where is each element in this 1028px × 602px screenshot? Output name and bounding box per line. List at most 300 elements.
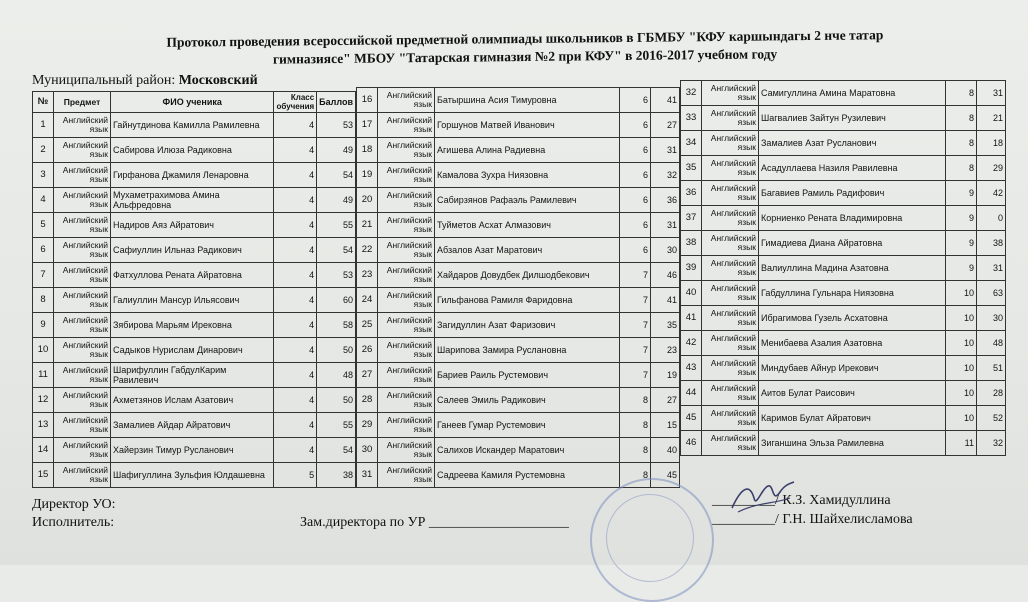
- table-row: [681, 256, 1006, 281]
- row-score: 55: [317, 413, 356, 438]
- row-score: 50: [317, 338, 356, 363]
- row-subject: Английский язык: [702, 331, 759, 356]
- table-row: [357, 263, 680, 288]
- table-row: [33, 288, 356, 313]
- row-student-name: Замалиев Айдар Айратович: [111, 413, 274, 438]
- row-class: 11: [946, 431, 977, 456]
- row-subject: Английский язык: [378, 363, 435, 388]
- row-class: 10: [946, 306, 977, 331]
- row-number: 16: [357, 88, 378, 113]
- row-score: 40: [651, 438, 680, 463]
- table-row: [357, 363, 680, 388]
- row-score: 50: [317, 388, 356, 413]
- row-student-name: Шагвалиев Зайтун Рузилевич: [759, 106, 946, 131]
- header-subject: Предмет: [54, 92, 111, 113]
- row-score: 46: [651, 263, 680, 288]
- header-num: №: [33, 92, 54, 113]
- row-number: 40: [681, 281, 702, 306]
- row-number: 38: [681, 231, 702, 256]
- row-number: 6: [33, 238, 54, 263]
- row-subject: Английский язык: [54, 363, 111, 388]
- row-subject: Английский язык: [378, 213, 435, 238]
- table-row: [681, 281, 1006, 306]
- deputy-label: Зам.директора по УР: [300, 515, 426, 530]
- table-row: [681, 131, 1006, 156]
- row-class: 8: [946, 106, 977, 131]
- row-subject: Английский язык: [378, 263, 435, 288]
- row-subject: Английский язык: [702, 156, 759, 181]
- row-student-name: Гирфанова Джамиля Ленаровна: [111, 163, 274, 188]
- header-class: [274, 92, 317, 113]
- row-number: 12: [33, 388, 54, 413]
- row-score: 36: [651, 188, 680, 213]
- row-score: 23: [651, 338, 680, 363]
- row-class: 7: [620, 288, 651, 313]
- row-student-name: Замалиев Азат Русланович: [759, 131, 946, 156]
- row-subject: Английский язык: [54, 238, 111, 263]
- row-score: 35: [651, 313, 680, 338]
- row-class: 7: [620, 338, 651, 363]
- table-row: [33, 388, 356, 413]
- results-table-block-2: [356, 87, 680, 488]
- row-subject: Английский язык: [702, 81, 759, 106]
- row-score: 15: [651, 413, 680, 438]
- header-score: Баллов: [317, 92, 356, 113]
- row-class: 7: [620, 263, 651, 288]
- row-number: 11: [33, 363, 54, 388]
- handwritten-signature: [728, 478, 798, 518]
- row-number: 34: [681, 131, 702, 156]
- row-score: 60: [317, 288, 356, 313]
- table-row: [33, 163, 356, 188]
- row-number: 42: [681, 331, 702, 356]
- row-class: 6: [620, 113, 651, 138]
- row-student-name: Мухаметрахимова Амина Альфредовна: [111, 188, 274, 213]
- row-class: 8: [946, 156, 977, 181]
- row-score: 31: [977, 256, 1006, 281]
- row-subject: Английский язык: [54, 288, 111, 313]
- row-student-name: Галиуллин Мансур Ильясович: [111, 288, 274, 313]
- row-number: 18: [357, 138, 378, 163]
- table-row: [357, 113, 680, 138]
- row-score: 18: [977, 131, 1006, 156]
- row-student-name: Каримов Булат Айратович: [759, 406, 946, 431]
- row-student-name: Ахметзянов Ислам Азатович: [111, 388, 274, 413]
- table-row: [357, 413, 680, 438]
- table-row: [33, 238, 356, 263]
- row-class: 4: [274, 288, 317, 313]
- header-class-line-1: Класс: [290, 93, 315, 102]
- row-score: 55: [317, 213, 356, 238]
- row-number: 29: [357, 413, 378, 438]
- row-student-name: Корниенко Рената Владимировна: [759, 206, 946, 231]
- row-class: 6: [620, 188, 651, 213]
- row-number: 20: [357, 188, 378, 213]
- row-subject: Английский язык: [378, 88, 435, 113]
- row-subject: Английский язык: [54, 463, 111, 488]
- table-row: [357, 288, 680, 313]
- table-row: [33, 363, 356, 388]
- row-class: 6: [620, 138, 651, 163]
- row-score: 54: [317, 438, 356, 463]
- row-score: 48: [977, 331, 1006, 356]
- row-subject: Английский язык: [378, 438, 435, 463]
- row-score: 30: [977, 306, 1006, 331]
- row-number: 45: [681, 406, 702, 431]
- row-number: 37: [681, 206, 702, 231]
- table-row: [357, 313, 680, 338]
- row-subject: Английский язык: [54, 213, 111, 238]
- row-score: 0: [977, 206, 1006, 231]
- table-row: [681, 356, 1006, 381]
- row-student-name: Хайдаров Довудбек Дилшодбекович: [435, 263, 620, 288]
- row-class: 6: [620, 238, 651, 263]
- row-class: 4: [274, 263, 317, 288]
- row-subject: Английский язык: [378, 238, 435, 263]
- table-row: [357, 88, 680, 113]
- row-number: 2: [33, 138, 54, 163]
- row-student-name: Багавиев Рамиль Радифович: [759, 181, 946, 206]
- row-score: 38: [317, 463, 356, 488]
- row-student-name: Камалова Зухра Ниязовна: [435, 163, 620, 188]
- row-student-name: Зябирова Марьям Ирековна: [111, 313, 274, 338]
- row-class: 10: [946, 356, 977, 381]
- row-score: 49: [317, 188, 356, 213]
- row-subject: Английский язык: [378, 338, 435, 363]
- row-number: 15: [33, 463, 54, 488]
- row-subject: Английский язык: [378, 188, 435, 213]
- row-class: 4: [274, 338, 317, 363]
- document-title: [60, 25, 990, 71]
- district-label: Муниципальный район:: [32, 73, 176, 88]
- row-class: 4: [274, 238, 317, 263]
- table-row: [357, 438, 680, 463]
- row-subject: Английский язык: [702, 381, 759, 406]
- row-number: 23: [357, 263, 378, 288]
- row-class: 10: [946, 331, 977, 356]
- row-student-name: Миндубаев Айнур Ирекович: [759, 356, 946, 381]
- row-number: 28: [357, 388, 378, 413]
- row-subject: Английский язык: [702, 281, 759, 306]
- row-score: 63: [977, 281, 1006, 306]
- table-row: [33, 263, 356, 288]
- table-row: [33, 438, 356, 463]
- row-score: 53: [317, 263, 356, 288]
- row-subject: Английский язык: [702, 356, 759, 381]
- row-subject: Английский язык: [378, 413, 435, 438]
- row-student-name: Садреева Камиля Рустемовна: [435, 463, 620, 488]
- row-score: 28: [977, 381, 1006, 406]
- row-score: 32: [651, 163, 680, 188]
- table-row: [681, 206, 1006, 231]
- row-subject: Английский язык: [378, 138, 435, 163]
- table-row: [33, 138, 356, 163]
- row-student-name: Хайерзин Тимур Русланович: [111, 438, 274, 463]
- row-student-name: Зиганшина Эльза Рамилевна: [759, 431, 946, 456]
- table-row: [33, 113, 356, 138]
- table-row: [33, 338, 356, 363]
- row-class: 8: [620, 388, 651, 413]
- row-subject: Английский язык: [702, 181, 759, 206]
- row-number: 25: [357, 313, 378, 338]
- row-number: 27: [357, 363, 378, 388]
- table-row: [33, 313, 356, 338]
- row-number: 7: [33, 263, 54, 288]
- row-number: 43: [681, 356, 702, 381]
- row-score: 29: [977, 156, 1006, 181]
- table-row: [681, 106, 1006, 131]
- row-score: 41: [651, 88, 680, 113]
- row-number: 14: [33, 438, 54, 463]
- row-subject: Английский язык: [54, 388, 111, 413]
- table-row: [33, 188, 356, 213]
- table-row: [681, 431, 1006, 456]
- row-number: 33: [681, 106, 702, 131]
- row-number: 19: [357, 163, 378, 188]
- table-row: [681, 181, 1006, 206]
- table-row: [357, 138, 680, 163]
- signature-1-line: _________: [712, 493, 775, 508]
- table-row: [681, 381, 1006, 406]
- row-student-name: Шафигуллина Зульфия Юлдашевна: [111, 463, 274, 488]
- row-student-name: Гайнутдинова Камилла Рамилевна: [111, 113, 274, 138]
- deputy-signature-line: [300, 515, 569, 531]
- row-number: 17: [357, 113, 378, 138]
- table-row: [357, 188, 680, 213]
- title-line-2: гимназиясе" МБОУ "Татарская гимназия №2 при КФУ" в 2016-2017 учебном году: [272, 46, 778, 67]
- row-number: 5: [33, 213, 54, 238]
- row-subject: Английский язык: [54, 188, 111, 213]
- results-table-block-3: [680, 80, 1006, 456]
- row-student-name: Асадуллаева Назиля Равилевна: [759, 156, 946, 181]
- row-number: 30: [357, 438, 378, 463]
- table-row: [681, 81, 1006, 106]
- row-class: 9: [946, 256, 977, 281]
- row-class: 10: [946, 406, 977, 431]
- row-class: 4: [274, 388, 317, 413]
- table-row: [33, 463, 356, 488]
- row-student-name: Надиров Аяз Айратович: [111, 213, 274, 238]
- row-number: 32: [681, 81, 702, 106]
- row-student-name: Самигуллина Амина Маратовна: [759, 81, 946, 106]
- row-student-name: Ибрагимова Гузель Асхатовна: [759, 306, 946, 331]
- row-score: 49: [317, 138, 356, 163]
- row-class: 10: [946, 381, 977, 406]
- row-subject: Английский язык: [54, 413, 111, 438]
- row-class: 8: [620, 438, 651, 463]
- title-line-1: Протокол проведения всероссийской предметной олимпиады школьников в ГБМБУ "КФУ каршындагы 2 нче татар: [166, 27, 884, 50]
- row-class: 8: [620, 413, 651, 438]
- row-subject: Английский язык: [702, 206, 759, 231]
- table-row: [33, 413, 356, 438]
- row-score: 27: [651, 388, 680, 413]
- table-row: [33, 213, 356, 238]
- row-class: 10: [946, 281, 977, 306]
- row-score: 48: [317, 363, 356, 388]
- row-student-name: Гильфанова Рамиля Фаридовна: [435, 288, 620, 313]
- table-row: [357, 338, 680, 363]
- row-subject: Английский язык: [54, 163, 111, 188]
- row-number: 10: [33, 338, 54, 363]
- table-row: [357, 388, 680, 413]
- director-label: Директор УО:: [32, 497, 116, 512]
- row-student-name: Салеев Эмиль Радикович: [435, 388, 620, 413]
- row-score: 45: [651, 463, 680, 488]
- row-class: 8: [946, 81, 977, 106]
- row-class: 4: [274, 213, 317, 238]
- row-class: 5: [274, 463, 317, 488]
- row-score: 52: [977, 406, 1006, 431]
- row-student-name: Сафиуллин Ильназ Радикович: [111, 238, 274, 263]
- row-subject: Английский язык: [54, 263, 111, 288]
- row-student-name: Абзалов Азат Маратович: [435, 238, 620, 263]
- row-score: 30: [651, 238, 680, 263]
- header-class-line-2: обучения: [276, 102, 315, 111]
- row-student-name: Горшунов Матвей Иванович: [435, 113, 620, 138]
- row-subject: Английский язык: [702, 431, 759, 456]
- row-student-name: Габдуллина Гульнара Ниязовна: [759, 281, 946, 306]
- row-score: 31: [651, 138, 680, 163]
- row-score: 41: [651, 288, 680, 313]
- table-row: [681, 306, 1006, 331]
- row-score: 42: [977, 181, 1006, 206]
- row-score: 38: [977, 231, 1006, 256]
- row-student-name: Загидуллин Азат Фаризович: [435, 313, 620, 338]
- row-number: 41: [681, 306, 702, 331]
- row-subject: Английский язык: [702, 231, 759, 256]
- row-subject: Английский язык: [378, 463, 435, 488]
- row-number: 31: [357, 463, 378, 488]
- row-class: 4: [274, 188, 317, 213]
- row-score: 53: [317, 113, 356, 138]
- signature-2-line: _________: [712, 512, 775, 527]
- row-student-name: Сабирова Илюза Радиковна: [111, 138, 274, 163]
- row-number: 22: [357, 238, 378, 263]
- official-stamp-inner-ring: [606, 494, 694, 582]
- table-row: [357, 238, 680, 263]
- row-number: 36: [681, 181, 702, 206]
- row-class: 4: [274, 413, 317, 438]
- row-number: 24: [357, 288, 378, 313]
- row-class: 4: [274, 313, 317, 338]
- row-subject: Английский язык: [54, 138, 111, 163]
- row-class: 6: [620, 88, 651, 113]
- row-subject: Английский язык: [378, 163, 435, 188]
- row-number: 21: [357, 213, 378, 238]
- table-row: [681, 331, 1006, 356]
- district-value: Московский: [178, 73, 258, 88]
- row-class: 7: [620, 363, 651, 388]
- row-subject: Английский язык: [54, 313, 111, 338]
- row-score: 31: [651, 213, 680, 238]
- row-student-name: Салихов Искандер Маратович: [435, 438, 620, 463]
- row-student-name: Менибаева Азалия Азатовна: [759, 331, 946, 356]
- row-student-name: Гимадиева Диана Айратовна: [759, 231, 946, 256]
- row-class: 4: [274, 113, 317, 138]
- table-row: [357, 163, 680, 188]
- row-number: 44: [681, 381, 702, 406]
- row-number: 39: [681, 256, 702, 281]
- row-class: 9: [946, 231, 977, 256]
- row-subject: Английский язык: [702, 406, 759, 431]
- row-number: 4: [33, 188, 54, 213]
- row-number: 9: [33, 313, 54, 338]
- row-class: 9: [946, 181, 977, 206]
- row-subject: Английский язык: [702, 131, 759, 156]
- row-score: 58: [317, 313, 356, 338]
- row-student-name: Батыршина Асия Тимуровна: [435, 88, 620, 113]
- row-class: 8: [620, 463, 651, 488]
- row-score: 32: [977, 431, 1006, 456]
- row-number: 3: [33, 163, 54, 188]
- table-row: [681, 231, 1006, 256]
- table-row: [681, 406, 1006, 431]
- row-subject: Английский язык: [378, 388, 435, 413]
- row-number: 46: [681, 431, 702, 456]
- results-table-block-1: [32, 91, 356, 488]
- row-student-name: Туйметов Асхат Алмазович: [435, 213, 620, 238]
- row-student-name: Шарипова Замира Руслановна: [435, 338, 620, 363]
- row-subject: Английский язык: [54, 438, 111, 463]
- signature-2-name: / Г.Н. Шайхелисламова: [775, 512, 913, 527]
- row-subject: Английский язык: [54, 338, 111, 363]
- row-class: 4: [274, 438, 317, 463]
- row-class: 6: [620, 163, 651, 188]
- row-student-name: Сабирзянов Рафаэль Рамилевич: [435, 188, 620, 213]
- row-student-name: Агишева Алина Радиевна: [435, 138, 620, 163]
- row-score: 54: [317, 163, 356, 188]
- row-subject: Английский язык: [702, 106, 759, 131]
- row-student-name: Бариев Раиль Рустемович: [435, 363, 620, 388]
- row-subject: Английский язык: [702, 256, 759, 281]
- row-subject: Английский язык: [54, 113, 111, 138]
- row-class: 4: [274, 363, 317, 388]
- row-score: 21: [977, 106, 1006, 131]
- row-class: 4: [274, 163, 317, 188]
- row-score: 51: [977, 356, 1006, 381]
- row-score: 27: [651, 113, 680, 138]
- row-subject: Английский язык: [378, 113, 435, 138]
- row-score: 31: [977, 81, 1006, 106]
- row-class: 4: [274, 138, 317, 163]
- row-student-name: Фатхуллова Рената Айратовна: [111, 263, 274, 288]
- district-line: [32, 73, 258, 89]
- row-number: 13: [33, 413, 54, 438]
- row-subject: Английский язык: [378, 313, 435, 338]
- row-score: 54: [317, 238, 356, 263]
- table-row: [357, 213, 680, 238]
- row-number: 26: [357, 338, 378, 363]
- row-class: 6: [620, 213, 651, 238]
- row-number: 8: [33, 288, 54, 313]
- row-student-name: Аитов Булат Раисович: [759, 381, 946, 406]
- row-class: 7: [620, 313, 651, 338]
- row-number: 1: [33, 113, 54, 138]
- row-subject: Английский язык: [378, 288, 435, 313]
- row-class: 9: [946, 206, 977, 231]
- executor-label: Исполнитель:: [32, 515, 115, 530]
- row-student-name: Шарифуллин ГабдулКарим Равилевич: [111, 363, 274, 388]
- row-class: 8: [946, 131, 977, 156]
- row-score: 19: [651, 363, 680, 388]
- row-student-name: Валиуллина Мадина Азатовна: [759, 256, 946, 281]
- row-number: 35: [681, 156, 702, 181]
- header-name: ФИО ученика: [111, 92, 274, 113]
- table-row: [681, 156, 1006, 181]
- row-subject: Английский язык: [702, 306, 759, 331]
- row-student-name: Ганеев Гумар Рустемович: [435, 413, 620, 438]
- signature-1-name: / К.З. Хамидуллина: [775, 493, 891, 508]
